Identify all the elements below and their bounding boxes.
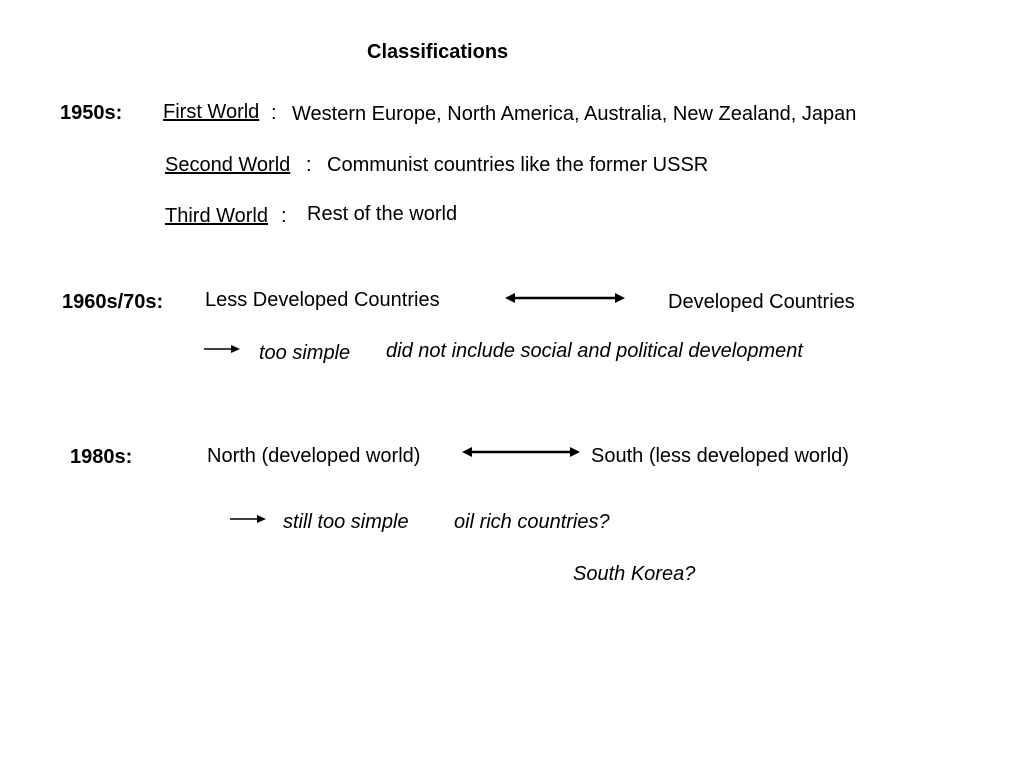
desc-second-world: Communist countries like the former USSR: [327, 154, 709, 176]
critique-too-simple: too simple: [259, 342, 351, 364]
era-label-1960s-70s: 1960s/70s:: [62, 291, 164, 313]
term-third-world: Third World: [165, 205, 268, 227]
term-separator: :: [281, 205, 287, 227]
question-south-korea: South Korea?: [573, 563, 696, 585]
desc-first-world: Western Europe, North America, Australia, New Zealand, Japan: [292, 103, 857, 125]
double-arrow-icon: [505, 290, 625, 306]
right-arrow-icon: [230, 512, 266, 526]
desc-third-world: Rest of the world: [307, 203, 458, 225]
page-title: Classifications: [367, 41, 509, 63]
critique-note: did not include social and political development: [386, 340, 803, 362]
term-separator: :: [271, 102, 277, 124]
term-first-world: First World: [163, 101, 260, 123]
era-label-1980s: 1980s:: [70, 446, 133, 468]
south-label: South (less developed world): [591, 445, 849, 467]
developed-countries-label: Developed Countries: [668, 291, 855, 313]
less-developed-countries-label: Less Developed Countries: [205, 289, 440, 311]
critique-still-too-simple: still too simple: [283, 511, 409, 533]
north-label: North (developed world): [207, 445, 421, 467]
right-arrow-icon: [204, 342, 240, 356]
era-label-1950s: 1950s:: [60, 102, 123, 124]
term-second-world: Second World: [165, 154, 291, 176]
question-oil-rich-countries: oil rich countries?: [454, 511, 610, 533]
term-separator: :: [306, 154, 312, 176]
double-arrow-icon: [462, 444, 580, 460]
